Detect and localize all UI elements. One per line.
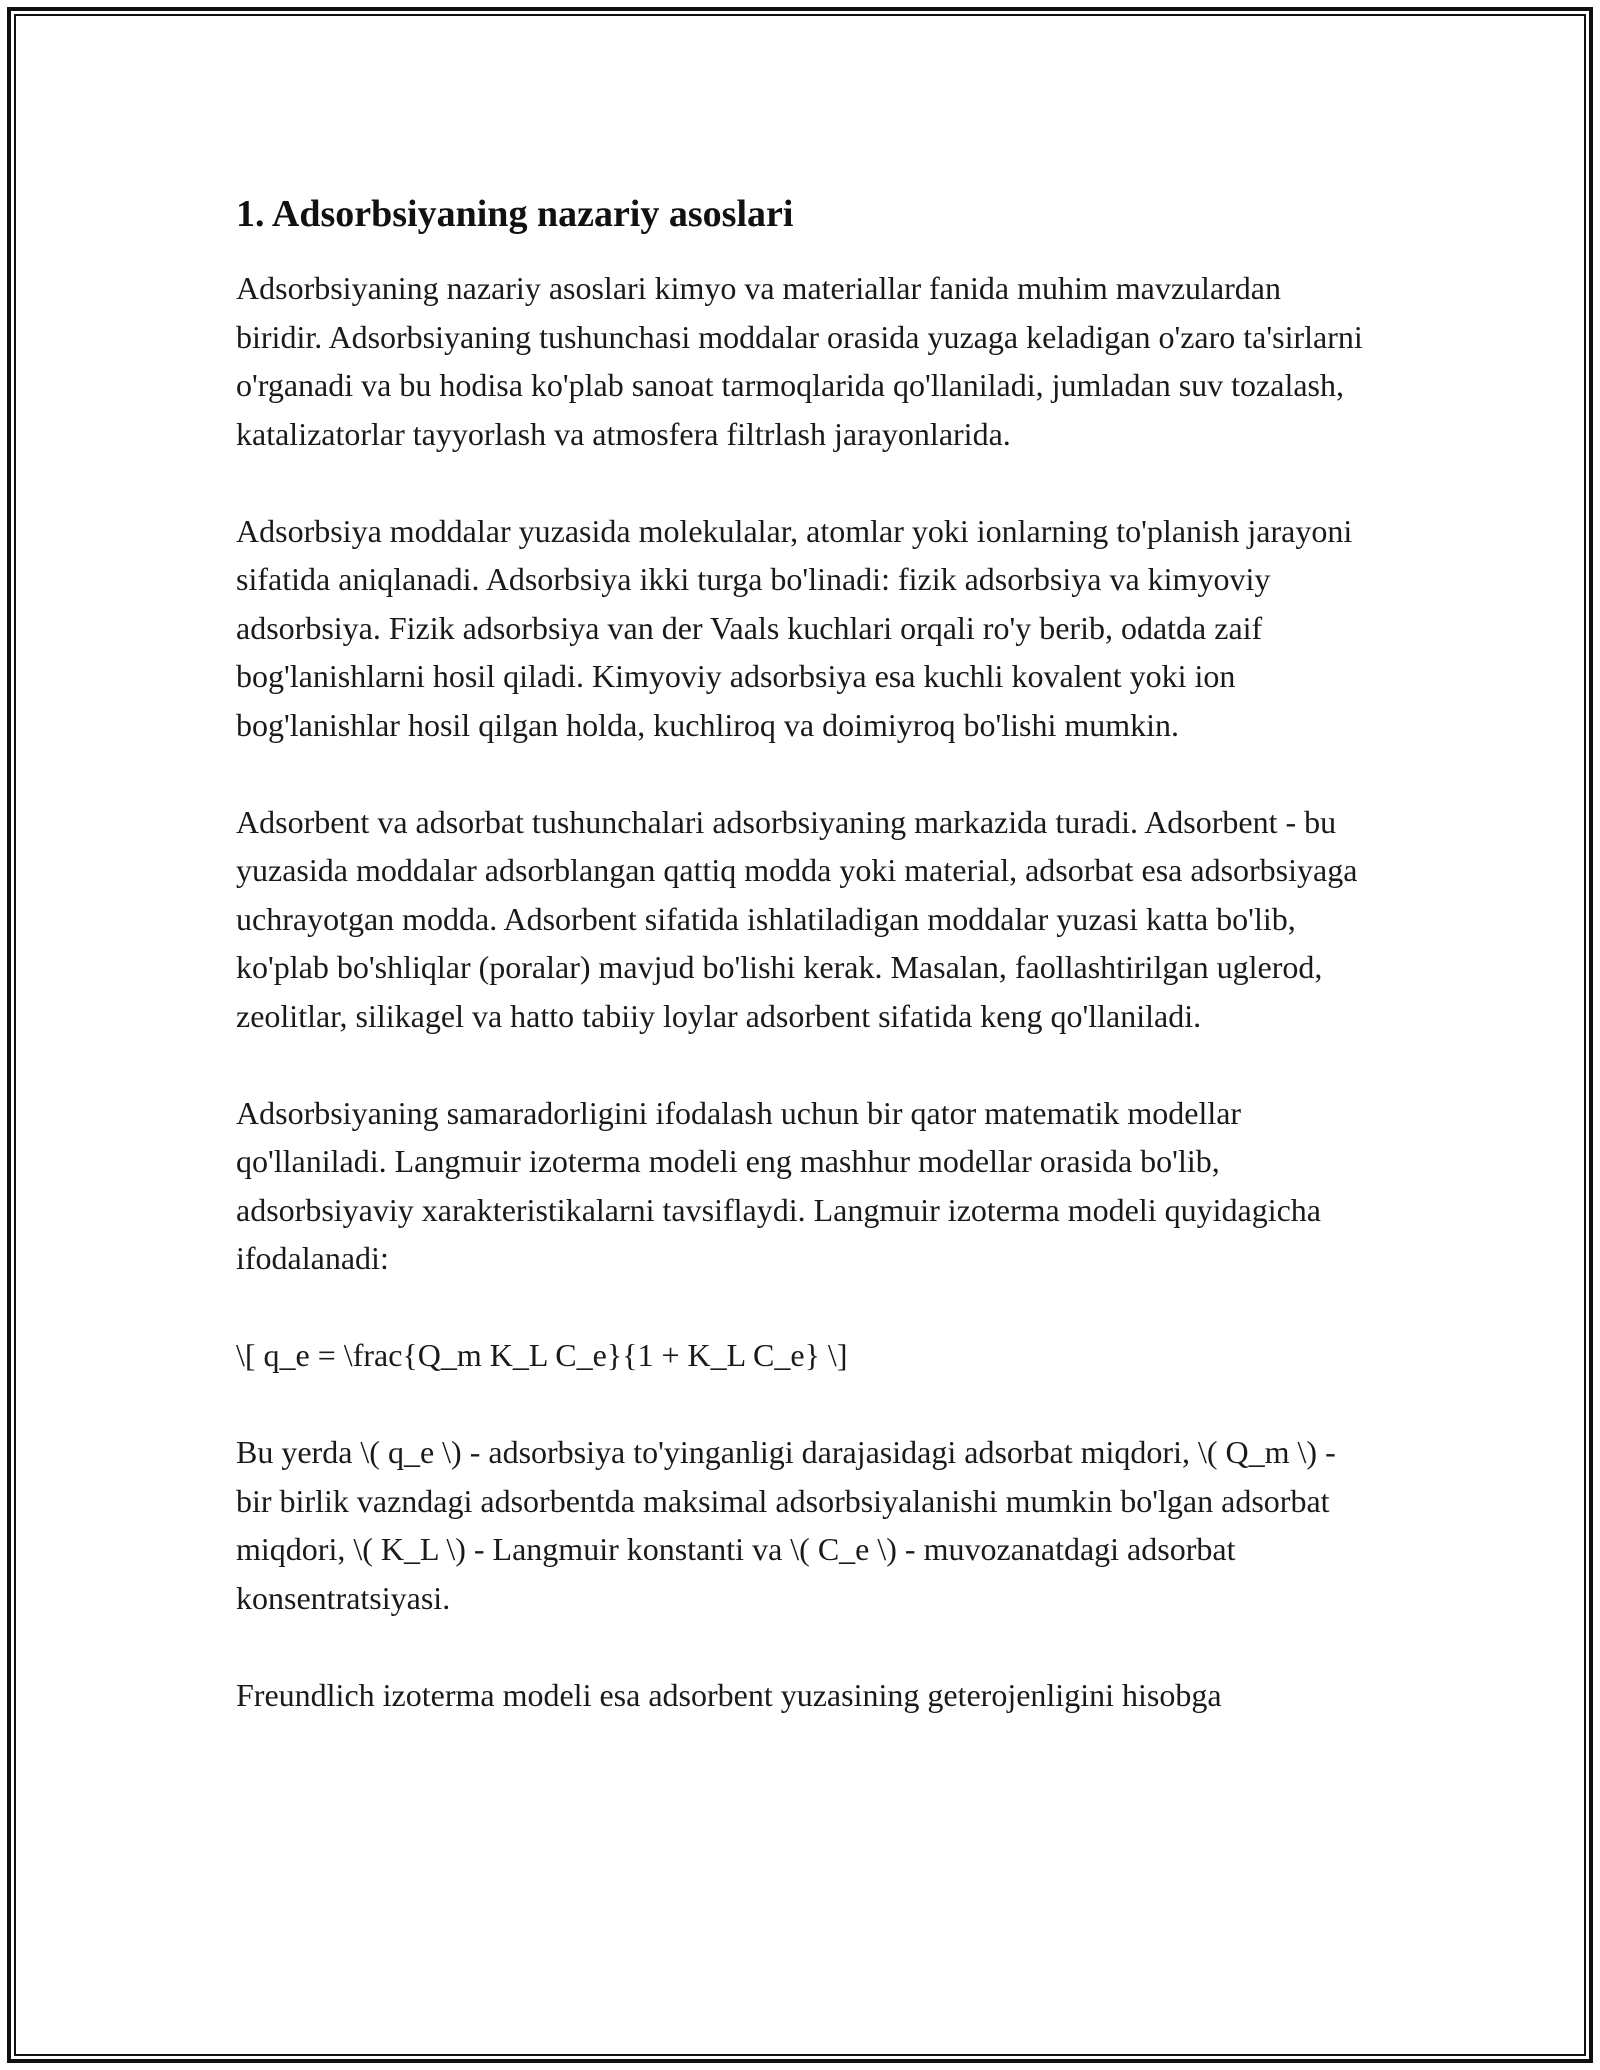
paragraph-langmuir-model: Adsorbsiyaning samaradorligini ifodalash uchun bir qator matematik modellar qo'llaniladi. Langmuir izoterma modeli eng mashhur modellar orasida bo'lib, adsorbsiyaviy xarakteristikalarni tavsiflaydi. Langmuir izoterma modeli quyidagicha ifodalanadi:: [236, 1094, 1321, 1276]
paragraph-adsorbent-adsorbate: Adsorbent va adsorbat tushunchalari adsorbsiyaning markazida turadi. Adsorbent - bu yuzasida moddalar adsorblangan qattiq modda yoki material, adsorbat esa adsorbsiyaga uchrayotgan modda. Adsorbent sifatida ishlatiladigan moddalar yuzasi katta bo'lib, ko'plab bo'shliqlar (poralar) mavjud bo'lishi kerak. Masalan, faollashtirilgan uglerod, zeolitlar, silikagel va hatto tabiiy loylar adsorbent sifatida keng qo'llaniladi.: [236, 803, 1358, 1034]
paragraph-intro: Adsorbsiyaning nazariy asoslari kimyo va materiallar fanida muhim mavzulardan biridir. Adsorbsiyaning tushunchasi moddalar orasida yuzaga keladigan o'zaro ta'sirlarni o'rganadi va bu hodisa ko'plab sanoat tarmoqlarida qo'llaniladi, jumladan suv tozalash, katalizatorlar tayyorlash va atmosfera filtrlash jarayonlarida.: [236, 270, 1363, 452]
section-heading: 1. Adsorbsiyaning nazariy asoslari: [236, 193, 794, 235]
langmuir-formula: \[ q_e = \frac{Q_m K_L C_e}{1 + K_L C_e} \]: [236, 1337, 848, 1373]
paragraph-adsorption-types: Adsorbsiya moddalar yuzasida molekulalar, atomlar yoki ionlarning to'planish jarayoni sifatida aniqlanadi. Adsorbsiya ikki turga bo'linadi: fizik adsorbsiya va kimyoviy adsorbsiya. Fizik adsorbsiya van der Vaals kuchlari orqali ro'y berib, odatda zaif bog'lanishlarni hosil qiladi. Kimyoviy adsorbsiya esa kuchli kovalent yoki ion bog'lanishlar hosil qilgan holda, kuchliroq va doimiyroq bo'lishi mumkin.: [236, 512, 1353, 743]
document-body: [236, 186, 1366, 1719]
paragraph-formula-explanation: Bu yerda \( q_e \) - adsorbsiya to'yinganligi darajasidagi adsorbat miqdori, \( Q_m \) - bir birlik vazndagi adsorbentda maksimal adsorbsiyalanishi mumkin bo'lgan adsorbat miqdori, \( K_L \) - Langmuir konstanti va \( C_e \) - muvozanatdagi adsorbat konsentratsiyasi.: [236, 1434, 1336, 1616]
paragraph-freundlich-model: Freundlich izoterma modeli esa adsorbent yuzasining geterojenligini hisobga: [236, 1676, 1222, 1713]
